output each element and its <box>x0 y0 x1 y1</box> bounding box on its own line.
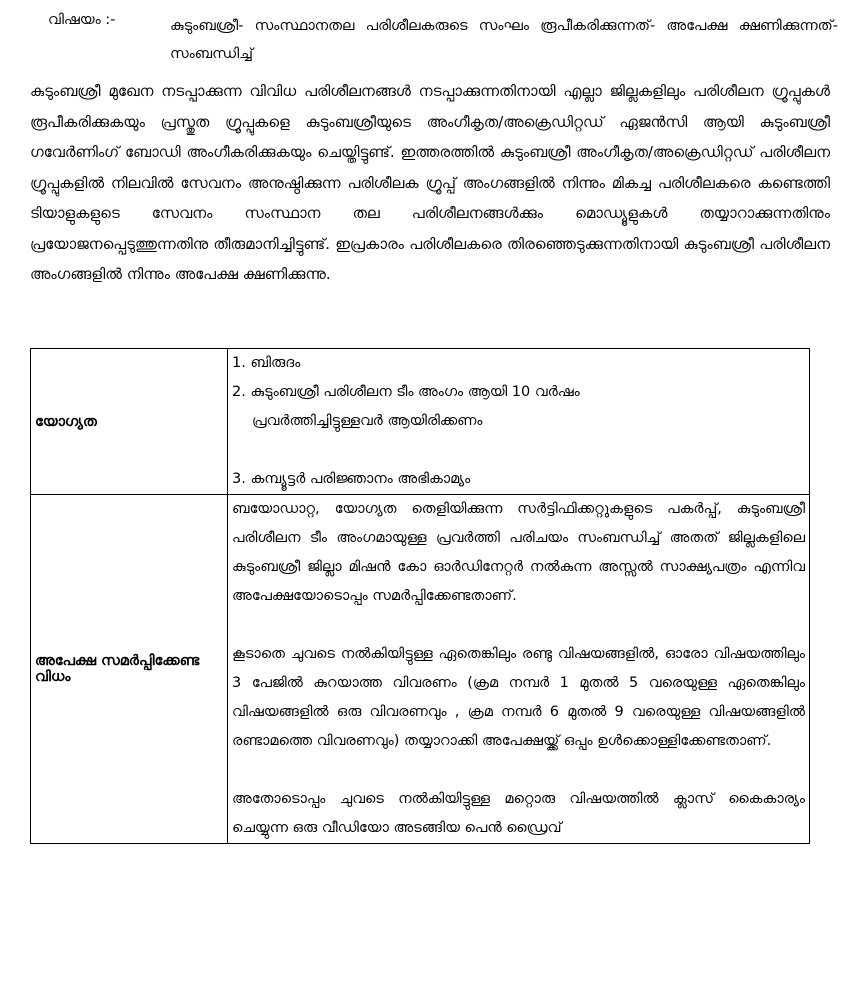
spacer <box>232 611 805 640</box>
application-para-2: കൂടാതെ ചുവടെ നൽകിയിട്ടുള്ള ഏതെങ്കിലും രണ്ടു വിഷയങ്ങളിൽ, ഓരോ വിഷയത്തിലും 3 പേജിൽ കുറയാത്ത വിവരണം (ക്രമ നമ്പർ 1 മുതൽ 5 വരെയുള്ള ഏതെങ്കിലും വിഷയങ്ങളിൽ ഒരു വിവരണവും , ക്രമ നമ്പർ 6 മുതൽ 9 വരെയുള്ള വിഷയങ്ങളിൽ രണ്ടാമത്തെ വിവരണവും) തയ്യാറാക്കി അപേക്ഷയ്ക്ക് ഒപ്പം ഉൾക്കൊള്ളിക്കേണ്ടതാണ്. <box>232 646 805 749</box>
application-para-1: ബയോഡാറ്റ, യോഗ്യത തെളിയിക്കുന്ന സർട്ടിഫിക്കറ്റുകളുടെ പകർപ്പ്, കുടുംബശ്രീ പരിശീലന ടീം അംഗമായുള്ള പ്രവർത്തി പരിചയം സംബന്ധിച്ച് അതത് ജില്ലകളിലെ കുടുംബശ്രീ ജില്ലാ മിഷൻ കോ ഓർഡിനേറ്റർ നൽകുന്ന അസ്സൽ സാക്ഷ്യപത്രം എന്നിവ അപേക്ഷയോടൊപ്പം സമർപ്പിക്കേണ്ടതാണ്. <box>232 501 805 604</box>
eligibility-label: യോഗ്യത <box>31 349 228 495</box>
eligibility-item-2-cont: പ്രവർത്തിച്ചിട്ടുള്ളവർ ആയിരിക്കണം <box>252 413 483 429</box>
eligibility-item-3: 3. കമ്പ്യൂട്ടർ പരിജ്ഞാനം അഭികാമ്യം <box>232 471 471 487</box>
spacer <box>232 756 805 785</box>
eligibility-content <box>228 349 810 495</box>
subject-text: കുടുംബശ്രീ- സംസ്ഥാനതല പരിശീലകരുടെ സംഘം രൂപീകരിക്കുന്നത്- അപേക്ഷ ക്ഷണിക്കുന്നത്- സംബന്ധിച്ച് <box>170 18 838 62</box>
subject-label: വിഷയം :- <box>48 12 116 28</box>
application-label: അപേക്ഷ സമർപ്പിക്കേണ്ട വിധം <box>31 495 228 844</box>
eligibility-item-1: 1. ബിരുദം <box>232 355 301 371</box>
body-paragraph: കുടുംബശ്രീ മുഖേന നടപ്പാക്കുന്ന വിവിധ പരിശീലനങ്ങൾ നടപ്പാക്കുന്നതിനായി എല്ലാ ജില്ലകളിലും പരിശീലന ഗ്രൂപ്പുകൾ രൂപീകരിക്കുകയും പ്രസ്തുത ഗ്രൂപ്പുകളെ കുടുംബശ്രീയുടെ അംഗീകൃത/അക്രെഡിറ്റഡ് ഏജൻസി ആയി കുടുംബശ്രീ ഗവേർണിംഗ് ബോഡി അംഗീകരിക്കുകയും ചെയ്തിട്ടുണ്ട്. ഇത്തരത്തിൽ കുടുംബശ്രീ അംഗീകൃത/അക്രെഡിറ്റഡ് പരിശീലന ഗ്രൂപ്പുകളിൽ നിലവിൽ സേവനം അനുഷ്ഠിക്കുന്ന പരിശീലക ഗ്രൂപ്പ് അംഗങ്ങളിൽ നിന്നും മികച്ച പരിശീലകരെ കണ്ടെത്തി ടിയാളുകളുടെ സേവനം സംസ്ഥാന തല പരിശീലനങ്ങൾക്കും മൊഡ്യൂളുകൾ തയ്യാറാക്കുന്നതിനും പ്രയോജനപ്പെടുത്തുന്നതിനു തീരുമാനിച്ചിട്ടുണ്ട്. ഇപ്രകാരം പരിശീലകരെ തിരഞ്ഞെടുക്കുന്നതിനായി കുടുംബശ്രീ പരിശീലന അംഗങ്ങളിൽ നിന്നും അപേക്ഷ ക്ഷണിക്കുന്നു. <box>30 82 830 283</box>
application-para-3: അതോടൊപ്പം ചുവടെ നൽകിയിട്ടുള്ള മറ്റൊരു വിഷയത്തിൽ ക്ലാസ് കൈകാര്യം ചെയ്യുന്ന ഒരു വീഡിയോ അടങ്ങിയ പെൻ ഡ്രൈവ് <box>232 791 805 836</box>
spacer <box>232 436 805 465</box>
application-row <box>31 495 810 844</box>
eligibility-item-2: 2. കുടുംബശ്രീ പരിശീലന ടീം അംഗം ആയി 10 വർഷം <box>232 384 580 400</box>
application-content <box>228 495 810 844</box>
requirements-table <box>30 348 810 844</box>
eligibility-row <box>31 349 810 495</box>
